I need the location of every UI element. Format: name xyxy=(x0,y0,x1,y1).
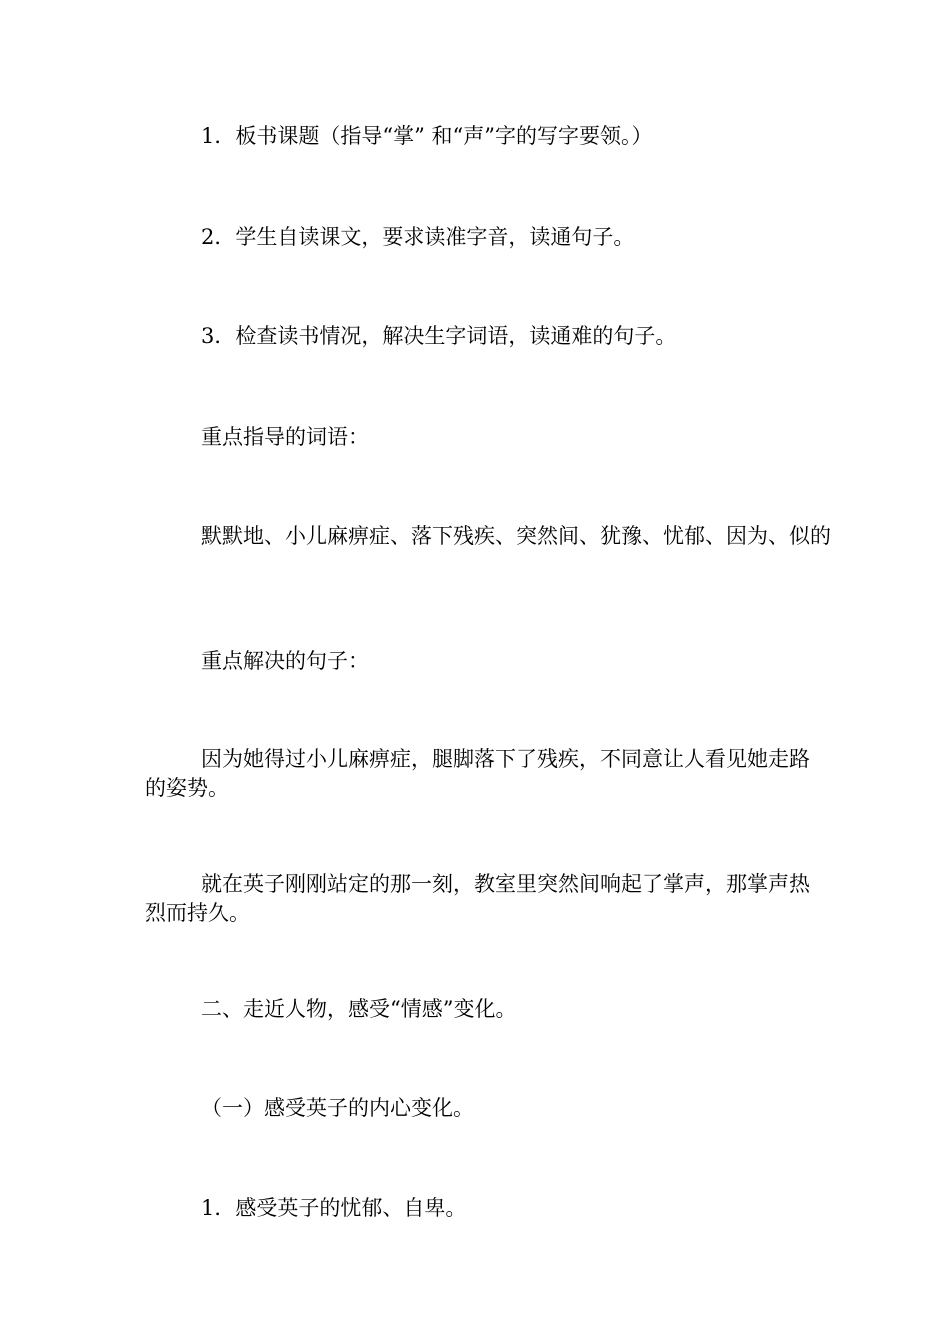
paragraph-key-words-list: 默默地、小儿麻痹症、落下残疾、突然间、犹豫、忧郁、因为、似的 xyxy=(201,524,831,548)
paragraph-step-3: 3．检查读书情况，解决生字词语，读通难的句子。 xyxy=(201,324,677,348)
paragraph-step-2: 2．学生自读课文，要求读准字音，读通句子。 xyxy=(201,225,635,249)
paragraph-sentence-1: 因为她得过小儿麻痹症，腿脚落下了残疾，不同意让人看见她走路的姿势。 xyxy=(145,747,810,800)
paragraph-step-1: 1．板书课题（指导“掌” 和“声”字的写字要领。） xyxy=(201,124,653,148)
paragraph-key-sentences-heading: 重点解决的句子： xyxy=(201,649,369,673)
paragraph-section-two-heading: 二、走近人物，感受“情感”变化。 xyxy=(201,997,517,1021)
paragraph-subsection-step-1: 1．感受英子的忧郁、自卑。 xyxy=(201,1196,467,1220)
paragraph-key-words-heading: 重点指导的词语： xyxy=(201,425,369,449)
paragraph-sentence-2: 就在英子刚刚站定的那一刻，教室里突然间响起了掌声，那掌声热烈而持久。 xyxy=(145,872,810,925)
paragraph-subsection-one-heading: （一）感受英子的内心变化。 xyxy=(201,1096,474,1120)
